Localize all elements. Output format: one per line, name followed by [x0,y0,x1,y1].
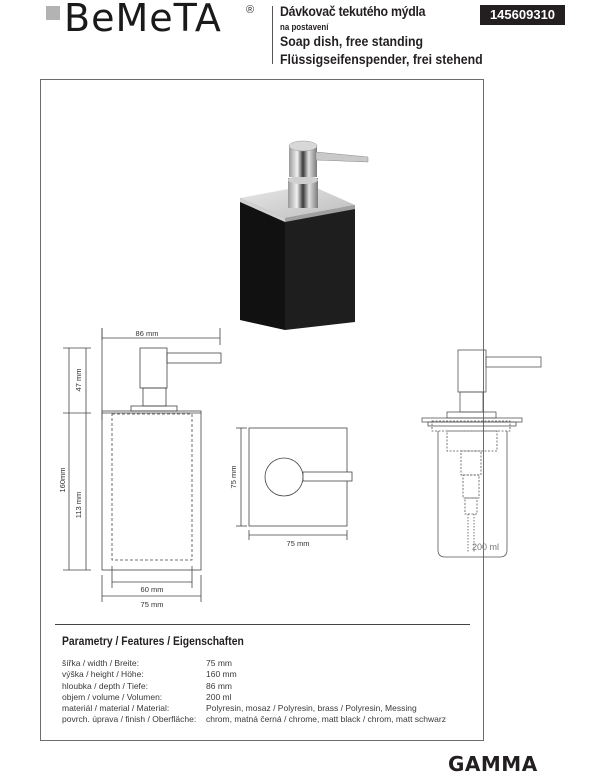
section-view-drawing [400,335,550,565]
series-name: GAMMA [448,752,538,776]
feature-label-finish: povrch. úprava / finish / Oberfläche: [62,714,197,725]
dim-inner-60: 60 mm [140,585,164,594]
feature-label-depth: hloubka / depth / Tiefe: [62,680,149,691]
features-labels [62,658,196,726]
dim-width-75: 75 mm [140,600,164,609]
registered-mark: ® [246,4,255,16]
features-values [206,658,446,726]
feature-value-width: 75 mm [206,658,232,668]
features-title: Parametry / Features / Eigenschaften [62,636,244,648]
dim-depth-75: 75 mm [229,465,238,489]
feature-value-depth: 86 mm [206,680,232,691]
feature-value-height: 160 mm [206,669,237,680]
feature-value-finish: chrom, matná černá / chrome, matt black / chrom, matt schwarz [206,714,446,725]
dim-width-86: 86 mm [135,329,159,338]
title-german: Flüssigseifenspender, frei stehend [280,51,483,67]
volume-label: 200 ml [472,542,500,552]
title-english: Soap dish, free standing [280,33,424,49]
feature-value-volume: 200 ml [206,691,232,702]
header-divider [272,6,273,64]
subtitle-czech: na postavení [280,22,329,32]
section-divider [55,624,470,625]
feature-label-volume: objem / volume / Volumen: [62,691,163,702]
product-code-badge: 145609310 [480,5,565,25]
title-czech: Dávkovač tekutého mýdla [280,3,426,19]
top-view-drawing [225,420,385,550]
product-photo [230,110,370,330]
dim-height-47: 47 mm [74,368,83,392]
brand-logo: BeMeTA [64,0,222,40]
feature-label-height: výška / height / Höhe: [62,669,144,680]
front-view-drawing [55,320,245,610]
feature-label-width: šířka / width / Breite: [62,658,139,668]
dim-height-113: 113 mm [74,491,83,519]
logo-mark-square [46,6,60,20]
feature-value-material: Polyresin, mosaz / Polyresin, brass / Polyresin, Messing [206,703,417,714]
feature-label-material: materiál / material / Material: [62,703,170,714]
dim-height-160: 160mm [58,467,67,493]
dim-top-width-75: 75 mm [286,539,310,548]
